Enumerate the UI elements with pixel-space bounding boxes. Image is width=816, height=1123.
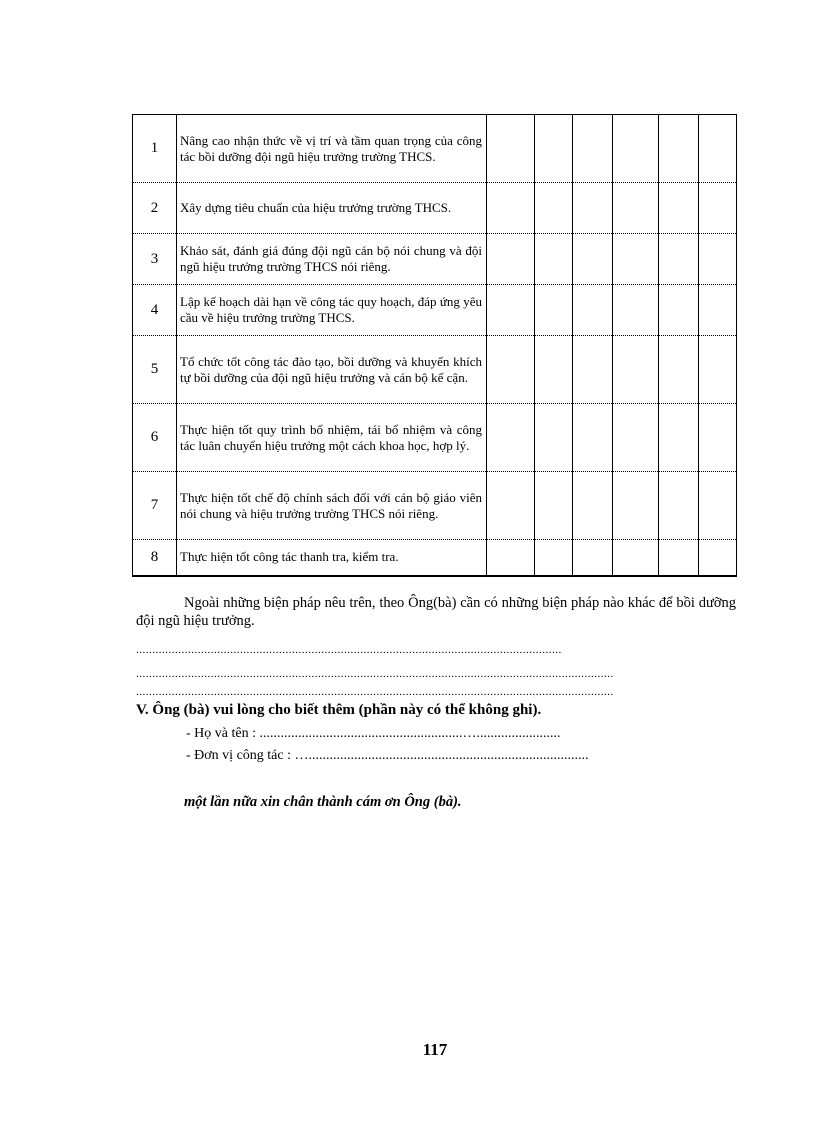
table-row bbox=[133, 285, 737, 336]
rating-cell[interactable] bbox=[487, 183, 535, 234]
rating-cell[interactable] bbox=[573, 285, 613, 336]
row-number: 5 bbox=[133, 336, 177, 404]
rating-cell[interactable] bbox=[613, 540, 659, 576]
row-number: 7 bbox=[133, 472, 177, 540]
name-field[interactable]: - Họ và tên : ..........................................................…........................ bbox=[186, 726, 561, 741]
rating-cell[interactable] bbox=[573, 234, 613, 285]
rating-cell[interactable] bbox=[613, 336, 659, 404]
rating-cell[interactable] bbox=[487, 540, 535, 576]
table-row bbox=[133, 336, 737, 404]
rating-cell[interactable] bbox=[659, 472, 699, 540]
rating-cell[interactable] bbox=[535, 404, 573, 472]
rating-cell[interactable] bbox=[659, 336, 699, 404]
rating-cell[interactable] bbox=[699, 234, 737, 285]
measure-text: Nâng cao nhận thức về vị trí và tầm quan trọng của công tác bồi dưỡng đội ngũ hiệu trưởng trường THCS. bbox=[177, 115, 487, 183]
measure-text: Thực hiện tốt quy trình bổ nhiệm, tái bổ nhiệm và công tác luân chuyển hiệu trưởng một cách khoa học, hợp lý. bbox=[177, 404, 487, 472]
table-row bbox=[133, 472, 737, 540]
measure-text: Tổ chức tốt công tác đào tạo, bồi dưỡng và khuyến khích tự bồi dưỡng của đội ngũ hiệu trưởng và cán bộ kế cận. bbox=[177, 336, 487, 404]
rating-cell[interactable] bbox=[659, 234, 699, 285]
section-v-heading: V. Ông (bà) vui lòng cho biết thêm (phần này có thể không ghi). bbox=[136, 702, 542, 718]
row-number: 2 bbox=[133, 183, 177, 234]
rating-cell[interactable] bbox=[573, 183, 613, 234]
open-question: Ngoài những biện pháp nêu trên, theo Ông(bà) cần có những biện pháp nào khác để bồi dưỡng đội ngũ hiệu trưởng. bbox=[136, 595, 736, 629]
rating-cell[interactable] bbox=[535, 285, 573, 336]
row-number: 6 bbox=[133, 404, 177, 472]
measure-text: Xây dựng tiêu chuẩn của hiệu trưởng trường THCS. bbox=[177, 183, 487, 234]
rating-cell[interactable] bbox=[659, 540, 699, 576]
rating-cell[interactable] bbox=[699, 336, 737, 404]
rating-cell[interactable] bbox=[573, 336, 613, 404]
rating-cell[interactable] bbox=[487, 404, 535, 472]
measure-text: Lập kế hoạch dài hạn về công tác quy hoạch, đáp ứng yêu cầu về hiệu trưởng trường THCS. bbox=[177, 285, 487, 336]
rating-cell[interactable] bbox=[613, 183, 659, 234]
table-row bbox=[133, 234, 737, 285]
measure-text: Thực hiện tốt công tác thanh tra, kiểm tra. bbox=[177, 540, 487, 576]
rating-cell[interactable] bbox=[699, 115, 737, 183]
rating-cell[interactable] bbox=[699, 404, 737, 472]
rating-cell[interactable] bbox=[613, 234, 659, 285]
rating-cell[interactable] bbox=[613, 472, 659, 540]
rating-cell[interactable] bbox=[613, 285, 659, 336]
table-row bbox=[133, 540, 737, 576]
rating-cell[interactable] bbox=[535, 115, 573, 183]
rating-cell[interactable] bbox=[535, 234, 573, 285]
rating-cell[interactable] bbox=[487, 472, 535, 540]
answer-line[interactable]: ................................................................................................................................................... bbox=[136, 686, 614, 698]
rating-cell[interactable] bbox=[613, 404, 659, 472]
organization-field[interactable]: - Đơn vị công tác : …................................................................................ bbox=[186, 748, 589, 763]
rating-cell[interactable] bbox=[613, 115, 659, 183]
rating-cell[interactable] bbox=[573, 540, 613, 576]
row-number: 3 bbox=[133, 234, 177, 285]
rating-cell[interactable] bbox=[487, 285, 535, 336]
table-row bbox=[133, 404, 737, 472]
rating-cell[interactable] bbox=[573, 404, 613, 472]
rating-cell[interactable] bbox=[487, 336, 535, 404]
rating-cell[interactable] bbox=[535, 183, 573, 234]
rating-cell[interactable] bbox=[659, 285, 699, 336]
row-number: 1 bbox=[133, 115, 177, 183]
rating-cell[interactable] bbox=[699, 472, 737, 540]
rating-cell[interactable] bbox=[535, 336, 573, 404]
thank-you-note: một lần nữa xin chân thành cám ơn Ông (bà). bbox=[184, 794, 462, 810]
rating-cell[interactable] bbox=[487, 234, 535, 285]
rating-cell[interactable] bbox=[487, 115, 535, 183]
page-number: 117 bbox=[422, 1040, 448, 1059]
rating-cell[interactable] bbox=[659, 115, 699, 183]
rating-cell[interactable] bbox=[699, 285, 737, 336]
rating-cell[interactable] bbox=[659, 183, 699, 234]
row-number: 4 bbox=[133, 285, 177, 336]
measure-text: Khảo sát, đánh giá đúng đội ngũ cán bộ nói chung và đội ngũ hiệu trưởng trường THCS nói riêng. bbox=[177, 234, 487, 285]
table-row bbox=[133, 183, 737, 234]
rating-cell[interactable] bbox=[699, 540, 737, 576]
rating-cell[interactable] bbox=[535, 472, 573, 540]
rating-cell[interactable] bbox=[573, 115, 613, 183]
measure-text: Thực hiện tốt chế độ chính sách đối với cán bộ giáo viên nói chung và hiệu trưởng trường THCS nói riêng. bbox=[177, 472, 487, 540]
table-row bbox=[133, 115, 737, 183]
row-number: 8 bbox=[133, 540, 177, 576]
rating-cell[interactable] bbox=[535, 540, 573, 576]
rating-cell[interactable] bbox=[659, 404, 699, 472]
answer-line[interactable]: ................................................................................................................................................... bbox=[136, 668, 614, 680]
survey-table bbox=[132, 114, 737, 577]
rating-cell[interactable] bbox=[573, 472, 613, 540]
answer-line[interactable]: ................................................................................................................................... bbox=[136, 644, 562, 656]
rating-cell[interactable] bbox=[699, 183, 737, 234]
